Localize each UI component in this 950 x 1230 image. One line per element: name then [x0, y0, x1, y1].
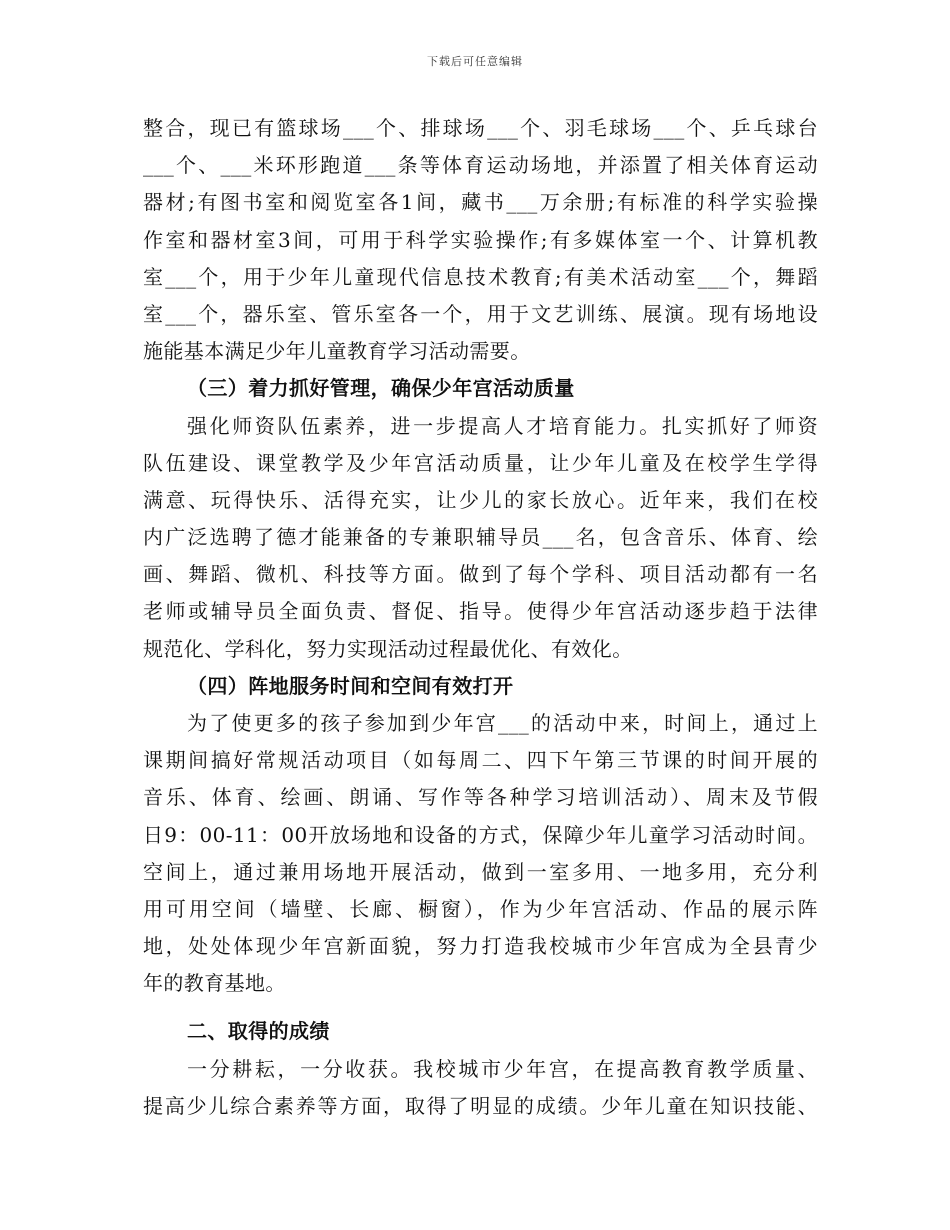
text-line: 老师或辅导员全面负责、督促、指导。使得少年宫活动逐步趋于法律 — [143, 599, 818, 624]
text-line: 地，处处体现少年宫新面貌，努力打造我校城市少年宫成为全县青少 — [143, 934, 818, 959]
paragraph-achievements — [143, 1051, 818, 1125]
text-line: 规范化、学科化，努力实现活动过程最优化、有效化。 — [143, 636, 633, 661]
page-header: 下载后可任意编辑 — [427, 55, 523, 68]
subheading-time-space: （四）阵地服务时间和空间有效打开 — [187, 673, 514, 698]
text-line: 为了使更多的孩子参加到少年宫___的活动中来，时间上，通过上 — [187, 711, 818, 735]
text-line: 年的教育基地。 — [143, 971, 286, 996]
text-line: 提高少儿综合素养等方面，取得了明显的成绩。少年儿童在知识技能、 — [143, 1093, 818, 1118]
text-line: 用可用空间（墙壁、长廊、橱窗），作为少年宫活动、作品的展示阵 — [143, 896, 818, 921]
text-line: 空间上，通过兼用场地开展活动，做到一室多用、一地多用，充分利 — [143, 859, 818, 884]
text-line: 满意、玩得快乐、活得充实，让少儿的家长放心。近年来，我们在校 — [143, 487, 818, 512]
text-line: 音乐、体育、绘画、朗诵、写作等各种学习培训活动）、周末及节假 — [143, 785, 818, 810]
text-line: 强化师资队伍素养，进一步提高人才培育能力。扎实抓好了师资 — [187, 413, 818, 438]
document-body — [143, 110, 818, 1125]
paragraph-teachers — [143, 408, 818, 668]
text-line: 一分耕耘，一分收获。我校城市少年宫，在提高教育教学质量、 — [187, 1056, 818, 1081]
text-line: 整合，现已有篮球场___个、排球场___个、羽毛球场___个、乒乓球台 — [143, 116, 818, 140]
text-line: 画、舞蹈、微机、科技等方面。做到了每个学科、项目活动都有一名 — [143, 562, 818, 587]
text-line: 室___个，器乐室、管乐室各一个，用于文艺训练、展演。现有场地设 — [143, 301, 818, 326]
text-line: 课期间搞好常规活动项目（如每周二、四下午第三节课的时间开展的 — [143, 748, 818, 773]
text-line: 日9：00-11：00开放场地和设备的方式，保障少年儿童学习活动时间。 — [143, 822, 818, 847]
paragraph-facilities — [143, 110, 818, 370]
text-line: 作室和器材室3间，可用于科学实验操作;有多媒体室一个、计算机教 — [143, 227, 818, 252]
text-line: 施能基本满足少年儿童教育学习活动需要。 — [143, 339, 531, 364]
text-line: 室___个，用于少年儿童现代信息技术教育;有美术活动室___个，舞蹈 — [143, 264, 818, 289]
section-heading-achievements: 二、取得的成绩 — [187, 1018, 330, 1043]
text-line: 队伍建设、课堂教学及少年宫活动质量，让少年儿童及在校学生学得 — [143, 450, 818, 475]
text-line: 器材;有图书室和阅览室各1间，藏书___万余册;有标准的科学实验操 — [143, 190, 818, 215]
text-line: ___个、___米环形跑道___条等体育运动场地，并添置了相关体育运动 — [143, 153, 818, 178]
text-line: 内广泛选聘了德才能兼备的专兼职辅导员___名，包含音乐、体育、绘 — [143, 525, 818, 550]
subheading-management: （三）着力抓好管理，确保少年宫活动质量 — [187, 376, 575, 401]
paragraph-time-space — [143, 705, 818, 1003]
